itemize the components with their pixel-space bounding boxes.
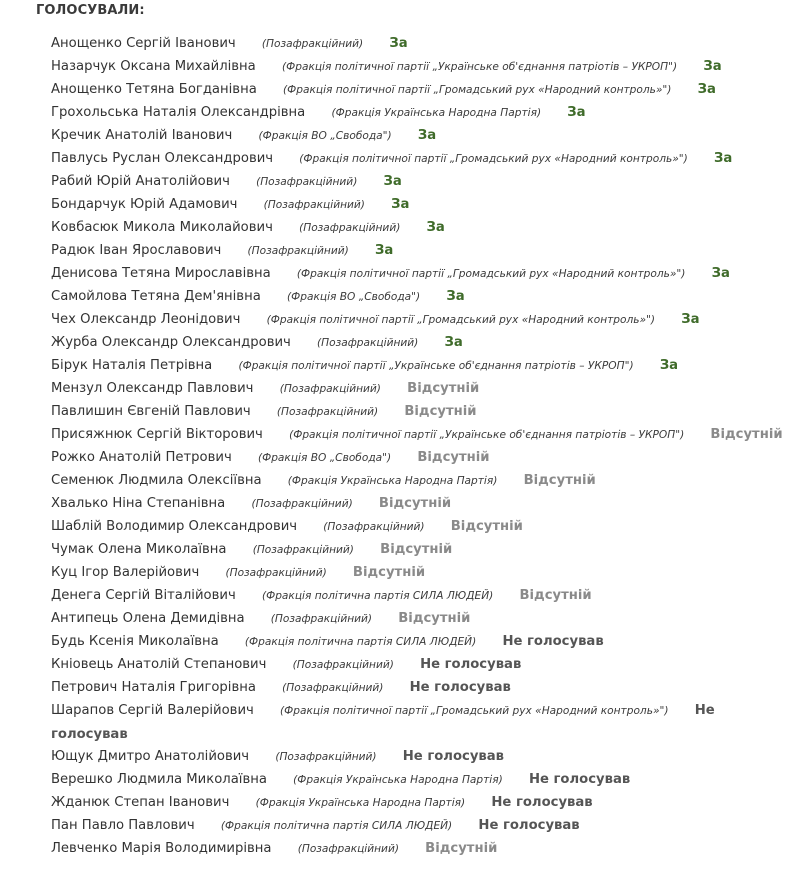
vote-row [51,630,771,653]
deputy-name: Павлишин Євгеній Павлович [51,404,251,419]
vote-result: Не голосував [528,772,631,787]
vote-row [51,216,771,239]
deputy-name: Анощенко Тетяна Богданівна [51,82,257,97]
deputy-faction: (Позафракційний) [275,751,377,763]
deputy-faction: (Фракція Українська Народна Партія) [331,107,542,119]
deputy-name: Ковбасюк Микола Миколайович [51,220,273,235]
deputy-name: Денега Сергій Віталійович [51,588,236,603]
deputy-name: Журба Олександр Олександрович [51,335,291,350]
deputy-faction: (Фракція Українська Народна Партія) [255,797,466,809]
deputy-faction: (Фракція ВО „Свобода") [257,452,392,464]
vote-row [51,768,771,791]
deputy-faction: (Позафракційний) [282,682,384,694]
vote-row [51,285,771,308]
deputy-faction: (Фракція політичної партії „Громадський рух «Народний контроль»") [299,153,688,165]
deputy-faction: (Позафракційний) [299,222,401,234]
deputy-name: Куц Ігор Валерійович [51,565,200,580]
vote-result: Відсутній [407,381,480,396]
deputy-faction: (Фракція політична партія СИЛА ЛЮДЕЙ) [220,820,453,832]
deputy-faction: (Фракція політичної партії „Українське об'єднання патріотів – УКРОП") [238,360,634,372]
vote-result: Відсутній [519,588,592,603]
deputy-name: Павлусь Руслан Олександрович [51,151,274,166]
vote-row [51,469,771,492]
deputy-name: Денисова Тетяна Мирославівна [51,266,271,281]
deputy-name: Антипець Олена Демидівна [51,611,245,626]
vote-row [51,538,771,561]
deputy-faction: (Фракція політичної партії „Громадський рух «Народний контроль»") [282,84,672,96]
deputy-name: Чех Олександр Леонідович [51,312,241,327]
vote-result: За [444,335,463,350]
vote-result: Не голосував [502,634,604,649]
vote-row [51,791,771,814]
votes-heading: ГОЛОСУВАЛИ: [36,3,145,18]
vote-row [51,101,771,124]
vote-row [51,492,771,515]
deputy-name: Радюк Іван Ярославович [51,243,222,258]
deputy-faction: (Позафракційний) [323,521,425,533]
deputy-name: Шаблій Володимир Олександрович [51,519,298,534]
deputy-faction: (Позафракційний) [279,383,381,395]
vote-result: За [417,128,437,143]
vote-row [51,745,771,768]
deputy-faction: (Фракція ВО „Свобода") [258,130,392,142]
vote-result: Не голосував [51,703,715,742]
vote-row [51,147,771,170]
vote-result: За [659,358,679,373]
vote-result: Відсутній [425,841,498,856]
deputy-faction: (Позафракційний) [297,843,399,855]
vote-row [51,446,771,469]
vote-row [37,699,771,745]
deputy-name: Назарчук Оксана Михайлівна [51,59,256,74]
vote-row [51,239,771,262]
vote-row [51,584,771,607]
vote-result: За [703,59,722,74]
vote-row [51,561,771,584]
deputy-name: Самойлова Тетяна Дем'янівна [51,289,261,304]
deputy-faction: (Фракція політичної партії „Українське об'єднання патріотів – УКРОП") [281,61,678,73]
vote-result: Не голосував [409,680,511,695]
vote-row [51,78,771,101]
deputy-name: Бірук Наталія Петрівна [51,358,213,373]
vote-row [51,423,783,446]
deputy-faction: (Позафракційний) [276,406,379,418]
deputy-name: Ющук Дмитро Анатолійович [51,749,250,764]
deputy-name: Присяжнюк Сергій Вікторович [51,427,263,442]
deputy-faction: (Позафракційний) [225,567,327,579]
deputy-name: Бондарчук Юрій Адамович [51,197,238,212]
deputy-name: Жданюк Степан Іванович [51,795,230,810]
vote-row [51,377,771,400]
vote-result: Відсутній [398,611,471,626]
vote-result: Відсутній [710,427,783,442]
vote-row [51,607,771,630]
vote-result: За [383,174,402,189]
vote-result: Відсутній [378,496,452,511]
deputy-name: Кречик Анатолій Іванович [51,128,233,143]
deputy-faction: (Позафракційний) [292,659,394,671]
vote-result: За [567,105,586,120]
vote-result: Відсутній [523,473,596,488]
deputy-faction: (Фракція політичної партії „Громадський рух «Народний контроль»") [296,268,686,280]
deputy-name: Верешко Людмила Миколаївна [51,772,267,787]
deputy-name: Мензул Олександр Павлович [51,381,254,396]
vote-result: Відсутній [417,450,490,465]
vote-row [51,124,771,147]
vote-row [51,837,771,860]
vote-result: Не голосував [420,657,522,672]
vote-row [51,814,771,837]
deputy-name: Пан Павло Павлович [51,818,195,833]
deputy-name: Хвалько Ніна Степанівна [51,496,226,511]
deputy-faction: (Позафракційний) [247,245,349,257]
deputy-faction: (Фракція політична партія СИЛА ЛЮДЕЙ) [261,590,494,602]
vote-result: За [446,289,465,304]
vote-result: За [391,197,410,212]
vote-row [51,55,771,78]
deputy-name: Кніовець Анатолій Степанович [51,657,267,672]
vote-row [51,653,771,676]
deputy-name: Будь Ксенія Миколаївна [51,634,219,649]
vote-result: Не голосував [478,818,580,833]
deputy-name: Грохольська Наталія Олександрівна [51,105,306,120]
deputy-faction: (Позафракційний) [263,199,365,211]
vote-result: За [374,243,394,258]
vote-result: Відсутній [450,519,523,534]
vote-row [51,262,771,285]
vote-result: За [389,36,408,51]
deputy-faction: (Фракція політичної партії „Українське об'єднання патріотів – УКРОП") [289,429,685,441]
vote-row [51,170,771,193]
deputy-name: Левченко Марія Володимирівна [51,841,272,856]
vote-row [51,515,771,538]
vote-result: За [426,220,445,235]
vote-result: За [713,151,733,166]
vote-row [51,193,771,216]
vote-row [51,308,771,331]
deputy-name: Чумак Олена Миколаївна [51,542,227,557]
vote-list [51,32,783,860]
vote-result: За [697,82,716,97]
deputy-faction: (Позафракційний) [252,544,354,556]
deputy-faction: (Фракція політичної партії „Громадський рух «Народний контроль»") [266,314,656,326]
vote-result: За [711,266,730,281]
deputy-name: Анощенко Сергій Іванович [51,36,236,51]
deputy-faction: (Фракція політична партія СИЛА ЛЮДЕЙ) [244,636,477,648]
deputy-faction: (Позафракційний) [251,498,353,510]
vote-result: Відсутній [352,565,426,580]
deputy-faction: (Позафракційний) [317,337,419,349]
deputy-faction: (Фракція ВО „Свобода") [287,291,421,303]
vote-result: Не голосував [491,795,593,810]
vote-result: Відсутній [404,404,477,419]
deputy-faction: (Позафракційний) [261,38,364,50]
deputy-name: Рабий Юрій Анатолійович [51,174,230,189]
vote-row [51,331,771,354]
vote-row [51,400,771,423]
vote-result: Відсутній [380,542,453,557]
vote-row [51,676,771,699]
deputy-name: Семенюк Людмила Олексіївна [51,473,262,488]
vote-result: Не голосував [402,749,505,764]
deputy-faction: (Фракція Українська Народна Партія) [293,774,503,786]
deputy-name: Шарапов Сергій Валерійович [51,703,254,718]
deputy-faction: (Фракція Українська Народна Партія) [287,475,498,487]
deputy-name: Петрович Наталія Григорівна [51,680,256,695]
deputy-faction: (Фракція політичної партії „Громадський рух «Народний контроль»") [280,705,669,717]
deputy-faction: (Позафракційний) [270,613,373,625]
vote-row [51,32,771,55]
vote-result: За [681,312,700,327]
deputy-name: Рожко Анатолій Петрович [51,450,232,465]
vote-row [51,354,771,377]
deputy-faction: (Позафракційний) [256,176,358,188]
